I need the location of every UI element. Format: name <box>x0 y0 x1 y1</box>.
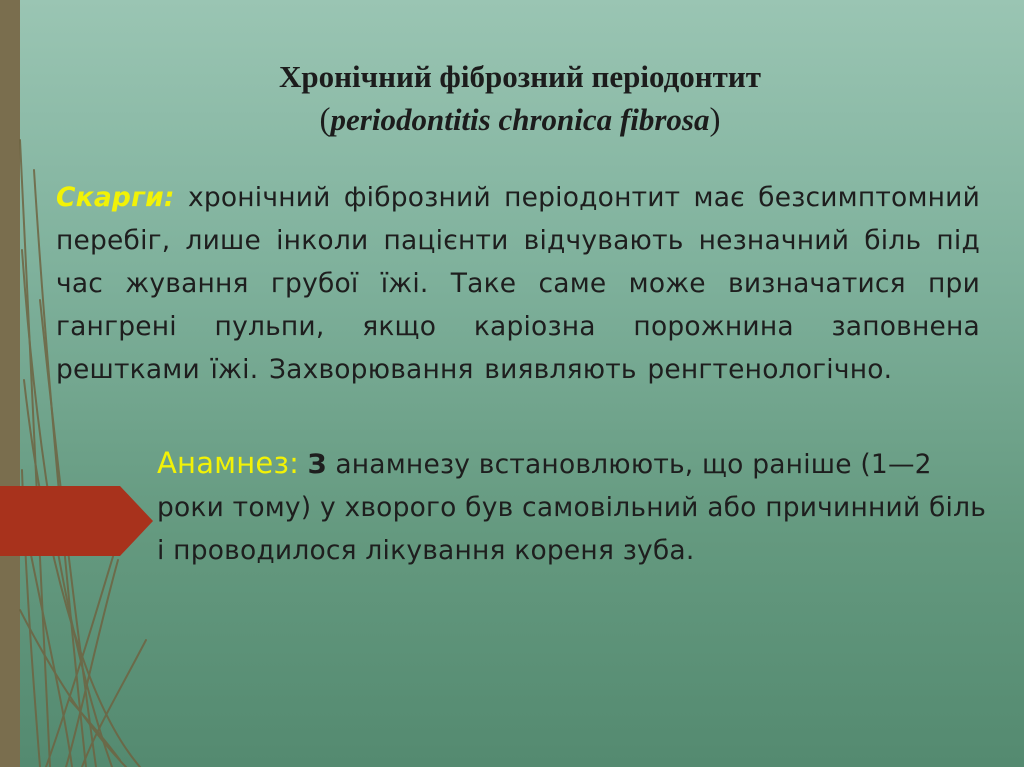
slide-title <box>120 55 920 142</box>
anamnesis-label: Анамнез: <box>157 446 300 480</box>
title-latin-term: periodontitis chronica fibrosa <box>330 102 710 137</box>
complaints-paragraph <box>56 176 980 391</box>
anamnesis-first-letter: З <box>307 449 327 480</box>
anamnesis-text: анамнезу встановлюють, що раніше (1—2 роки тому) у хворого був самовільний або причинний біль і проводилося лікування кореня зуба. <box>157 449 987 566</box>
anamnesis-paragraph <box>157 442 987 572</box>
title-line-2 <box>120 98 920 142</box>
title-line-1: Хронічний фіброзний періодонтит <box>279 59 761 94</box>
title-paren-open: ( <box>319 102 331 138</box>
complaints-text: хронічний фіброзний періодонтит має безсимптомний перебіг, лише інколи пацієнти відчувають незначний біль під час жування грубої їжі. Таке саме може визначатися при гангрені пульпи, якщо каріозна порожнина заповнена рештками їжі. Захворювання виявляють ренгтенологічно. <box>56 182 981 385</box>
title-paren-close: ) <box>709 102 721 138</box>
complaints-label: Скарги: <box>56 182 175 213</box>
